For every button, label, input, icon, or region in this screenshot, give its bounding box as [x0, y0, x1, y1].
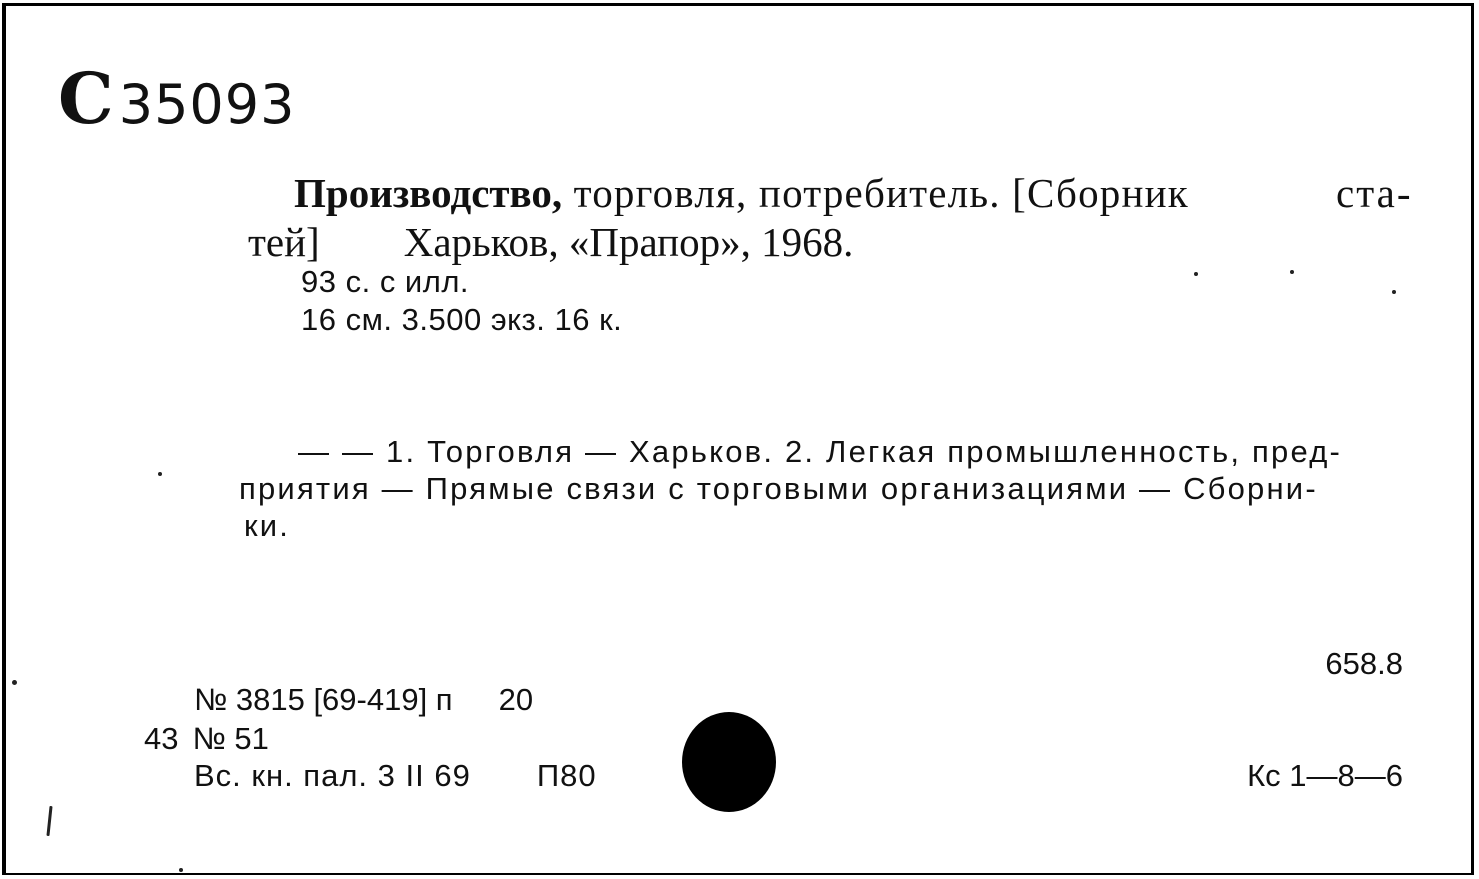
- title-hyphenated-word: ста-: [1336, 170, 1413, 216]
- card-code: Кс 1—8—6: [1247, 758, 1403, 793]
- title-line-1: [294, 169, 1189, 217]
- subject-heading-line-2: приятия — Прямые связи с торговыми организациями — Сборни-: [239, 471, 1318, 506]
- registration-line-2: [144, 721, 269, 757]
- registration-sub-number: № 51: [192, 721, 269, 756]
- registration-prefix: 43: [144, 721, 179, 756]
- subject-heading-line-3: ки.: [244, 508, 291, 543]
- book-chamber-record: Вс. кн. пал. 3 II 69: [194, 758, 471, 793]
- pen-mark: [46, 806, 52, 836]
- physical-description-size-print-price: 16 см. 3.500 экз. 16 к.: [301, 302, 623, 337]
- registration-line-1: [194, 682, 533, 718]
- catalog-card: [2, 3, 1474, 875]
- title-word-end: тей]: [248, 219, 320, 265]
- speck: [1392, 290, 1396, 294]
- registration-count: 20: [498, 682, 534, 717]
- title-line-2: [248, 218, 853, 266]
- classification-number: 658.8: [1325, 646, 1403, 681]
- speck: [12, 680, 17, 685]
- publication-info: Харьков, «Прапор», 1968.: [403, 219, 854, 265]
- punch-hole: [682, 712, 776, 812]
- physical-description-pages: 93 с. с илл.: [301, 264, 470, 299]
- registration-number: № 3815 [69-419] п: [194, 682, 453, 717]
- title-main: Производство,: [294, 170, 563, 216]
- registration-line-3: [194, 758, 597, 794]
- call-number: [58, 57, 296, 140]
- speck: [1194, 272, 1198, 276]
- call-number-value: 35093: [118, 73, 296, 136]
- title-subtitle: торговля, потребитель. [Сборник: [562, 170, 1189, 216]
- speck: [158, 472, 162, 476]
- speck: [1290, 270, 1294, 274]
- subject-heading-line-1: — — 1. Торговля — Харьков. 2. Легкая промышленность, пред-: [298, 434, 1343, 469]
- call-number-prefix: С: [58, 57, 115, 140]
- speck: [179, 868, 183, 872]
- print-code: П80: [536, 758, 597, 793]
